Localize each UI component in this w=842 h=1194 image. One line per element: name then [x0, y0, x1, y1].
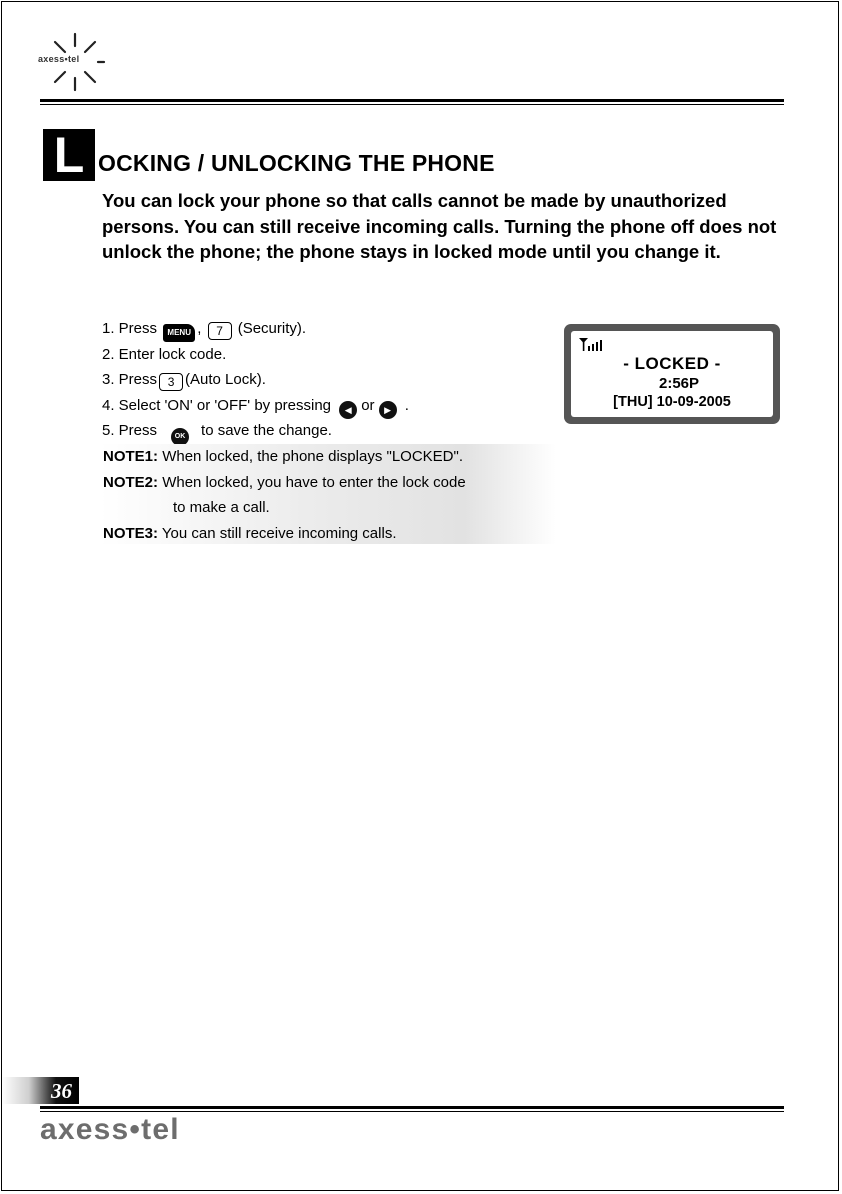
step-4-end: .: [404, 396, 409, 414]
header-brand: axess•tel: [38, 54, 80, 64]
left-arrow-icon: ◀: [339, 401, 357, 419]
step-1: [102, 316, 542, 342]
key-7-icon: 7: [208, 322, 232, 340]
step-4: [102, 393, 542, 419]
note-1-label: NOTE1:: [103, 448, 159, 465]
axesstel-logo-top: [38, 32, 106, 92]
phone-display: [564, 324, 780, 424]
right-arrow-icon: ▶: [379, 401, 397, 419]
page-frame: [1, 1, 839, 1191]
note-1: [103, 444, 556, 470]
header-rule: [40, 99, 784, 102]
step-3-suffix: (Auto Lock).: [185, 371, 266, 388]
step-5-suffix: to save the change.: [201, 422, 332, 439]
page-number-tab: [2, 1077, 79, 1104]
step-1-comma: ,: [197, 320, 202, 337]
menu-key-icon: MENU: [163, 324, 195, 342]
phone-display-screen: [571, 331, 773, 417]
step-1-suffix: (Security).: [237, 320, 307, 337]
step-5: [102, 418, 542, 444]
display-date-line: [571, 394, 773, 410]
footer-brand-logo: axess•tel: [40, 1113, 180, 1146]
step-4-or: or: [361, 396, 375, 414]
step-3-prefix: 3. Press: [102, 371, 158, 388]
step-5-prefix: 5. Press: [102, 422, 158, 439]
note-2: [103, 470, 556, 496]
display-time: 2:56P: [658, 375, 700, 392]
display-status: - LOCKED -: [623, 354, 721, 373]
note-3-label: NOTE3:: [103, 524, 159, 542]
display-day: [THU]: [613, 394, 653, 410]
footer-rule: [40, 1106, 784, 1109]
section-title: OCKING / UNLOCKING THE PHONE: [98, 150, 495, 176]
step-3: [102, 367, 542, 393]
ok-key-icon: OK: [171, 428, 189, 446]
note-1-text: When locked, the phone displays "LOCKED".: [162, 448, 463, 465]
key-3-icon: 3: [159, 373, 183, 391]
page-number: 36: [51, 1079, 72, 1103]
display-date: 10-09-2005: [656, 394, 731, 410]
step-2: 2. Enter lock code.: [102, 345, 227, 363]
title-drop-cap: L: [43, 129, 95, 181]
note-2-text: When locked, you have to enter the lock code: [162, 473, 466, 491]
notes-box: [100, 444, 556, 544]
steps-list: [102, 316, 542, 444]
step-1-prefix: 1. Press: [102, 320, 158, 337]
header-rule-thin: [40, 104, 784, 105]
footer-rule-thin: [40, 1111, 784, 1112]
note-2-label: NOTE2:: [103, 473, 159, 491]
signal-strength-icon: [579, 337, 609, 351]
intro-paragraph: You can lock your phone so that calls cannot be made by unauthorized persons. You can still receive incoming calls. Turning the phone off does not unlock the phone; the phone stays in locked mode until you change it.: [102, 190, 777, 262]
step-4-prefix: 4. Select 'ON' or 'OFF' by pressing: [102, 396, 332, 414]
note-3-text: You can still receive incoming calls.: [161, 524, 397, 542]
note-2-continuation: to make a call.: [173, 499, 270, 516]
note-3: [103, 521, 556, 547]
